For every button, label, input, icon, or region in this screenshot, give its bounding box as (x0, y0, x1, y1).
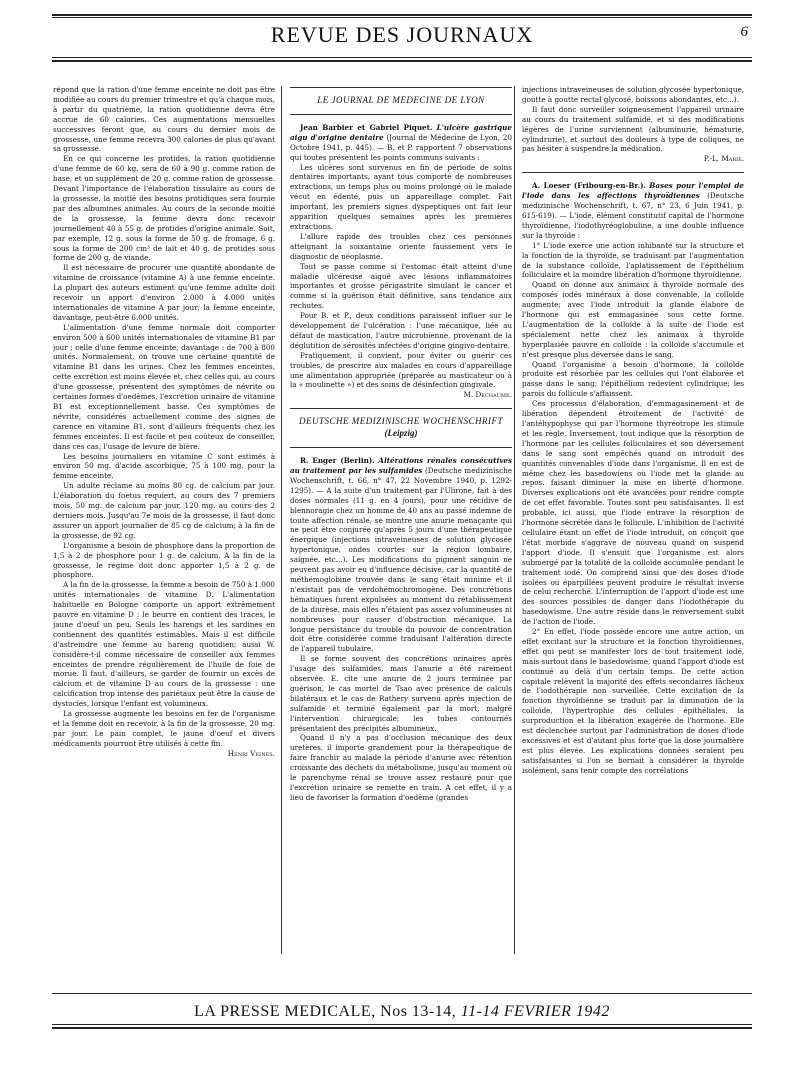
column-3 (522, 85, 744, 960)
page-title: REVUE DES JOURNAUX (270, 22, 534, 47)
page-footer (52, 1003, 752, 1021)
footer-rule-bottom-thick (52, 1027, 752, 1029)
article-reference: (Deutsche medizinische Wochenschrift, t. 66, n° 47, 22 Novembre 1940, p. 1292-1295). — A la suite d'un traitement par l'Ulirone, fait à des doses normales (11 g. en 4 jours), pour une récidive de blennoragie chez un homme de 40 ans au passé indemne de toute affection rénale, se montre une anurie menaçante qui ne peut être conjurée qu'après 5 jours d'une thérapeutique énergique (injections intraveineuses de solution glycosée hypertonique, ondes courtes sur la région lombaire, saignée, etc...). Les modifications du pigment sanguin ne peuvent pas avoir eu d'influence décisive, car la quantité de méthémoglobine trouvée dans le sang était minime et il n'existait pas de verdohémochromogène. Des concrétions hématiques furent expulsées au moment du rétablissement de la diurèse, mais elles n'étaient pas assez volumineuses ni nombreuses pour causer d'obstruction mécanique. La longue persistance du trouble du pouvoir de concentration doit être considérée comme traduisant l'altération directe de l'appareil tubulaire. (290, 466, 512, 654)
col1-paragraph: Les besoins journaliers en vitamine C sont estimés à environ 50 mg. d'acide ascorbique, 75 à 100 mg. pour la femme enceinte. (53, 451, 275, 481)
article-reference: (Deutsche medizinische Wochenschrift, t. 67, n° 23, 6 Juin 1941, p. 615-619). — L'iode, élément constitutif capital de l'hormone thyroïdienne, l'iodothyréoglobuline, a une double influence sur la thyroïde : (522, 191, 744, 240)
article-loeser (522, 181, 744, 240)
column-2 (290, 85, 512, 960)
col1-paragraph: La grossesse augmente les besoins en fer de l'organisme et la femme doit en recevoir, à la fin de la grossesse, 20 mg. par jour. Le pain complet, le jaune d'oeuf et divers médicaments pourront être utilisés à cette fin. (53, 709, 275, 748)
article-paragraph: Il faut donc surveiller soigneusement l'appareil urinaire au cours du traitement sulfamidé, et si des modifications légères de l'urine surviennent (albuminurie, hématurie, cylindrurie), et surtout des douleurs à type de coliques, ne pas hésiter à suspendre la médication. (522, 104, 744, 154)
article-paragraph: Quand il n'y a pas d'occlusion mécanique des deux uretères, il importe grandement pour la thérapeutique de faire franchir au malade la période d'anurie avec rétention croissante des déchets du métabolisme, jusqu'au moment où le parenchyme rénal se trouve assez restauré pour que l'excrétion urinaire se remette en train. A cet effet, il y a lieu de favoriser la formation d'oedème (grandes (290, 733, 512, 802)
section-divider (290, 447, 512, 448)
section-divider (522, 172, 744, 173)
article-authors: Jean Barbier et Gabriel Piquet. (300, 122, 433, 132)
col1-paragraph: L'alimentation d'une femme normale doit comporter environ 500 à 600 unités internationales de vitamine B1 par jour ; celle d'une femme enceinte, davantage : de 700 à 800 unités. Normalement, on trouve une certaine quantité de vitamine B1 dans les urines. Chez les femmes enceintes, cette excrétion est moins élevée et, chez celles qui, au cours d'une grossesse, présentent des symptômes de névrite ou certaines formes d'oedèmes, l'excrétion urinaire de vitamine B1 est exceptionnellement basse. Ces symptômes de névrite, considérés actuellement comme des signes de carence en vitamine B1, sont d'ailleurs fréquents chez les femmes enceintes. Il est facile et peu coûteux de conseiller, dans ces cas, l'usage de levure de bière. (53, 322, 275, 451)
col1-paragraph: Il est nécessaire de procurer une quantité abondante de vitamine de croissance (vitamine A) à une femme enceinte. La plupart des auteurs estiment qu'une femme adulte doit recevoir un apport d'environ 2.000 à 4.000 unités internationales de vitamine A par jour; la femme enceinte, davantage, peut-être 6.000 unités. (53, 263, 275, 322)
column-divider-1 (281, 86, 282, 954)
article-barbier-piquet (290, 123, 512, 163)
article-paragraph: Pratiquement, il convient, pour éviter ou guérir ces troubles, de prescrire aux malades en cours d'appareillage une alimentation appropriée (préparée au masticateur ou à la « moulinette ») et des soins de désinfection gingivale. (290, 350, 512, 390)
article-paragraph: Quand l'organisme a besoin d'hormone, la colloïde produite est résorbée par les cellules qui l'ont élaborée et passe dans le sang; l'épithélium redevient cylindrique; les parois du follicule s'affaissent. (522, 359, 744, 399)
article-enger (290, 456, 512, 654)
article-paragraph: Ces processus d'élaboration, d'emmagasinement et de libération dépendent étroitement de l'activité de l'antéhypophyse qui par l'hormone thyréotrope les stimule et les règle. Inversement, tout indique que la résorption de l'hormone par les cellules folliculaires et son déversement dans le sang sont empêchés quand on introduit des quantités convenables d'iode dans l'organisme. Il en est de même chez les basedowiens où l'iode met la glande au repos, faisant diminuer la mise en liberté d'hormone. Diverses explications ont été avancées pour rendre compte de cet effet favorable. Toutes sont peu satisfaisantes. Il est probable, ici aussi, que l'iode entrave la résorption de l'hormone sécrétée dans le follicule. L'inhibition de l'activité cellulaire étant un effet de l'iode introduit, on conçoit que l'état morbide s'aggrave de nouveau quand on suspend l'apport d'iode. Il s'ensuit que l'organisme est alors submergé par la totalité de la colloïde accumulée pendant le traitement iodé. On comprend ainsi que des doses d'iode isolées ou éparpillées peuvent produire le résultat inverse de celui recherché. L'interruption de l'apport d'iode est une des sources possibles de danger dans l'iodothérapie du basedowisme. Une autre réside dans le renversement subit de l'action de l'iode. (522, 399, 744, 627)
col1-paragraph: L'organisme a besoin de phosphore dans la proportion de 1,5 à 2 de phosphore pour 1 g. de calcium. A la fin de la grossesse, le régime doit donc apporter 1,5 à 2 g. de phosphore. (53, 540, 275, 580)
article-paragraph: L'allure rapide des troubles chez ces personnes atteignant la soixantaine oriente faussement vers le diagnostic de néoplasme. (290, 231, 512, 261)
footer-rule-bottom (52, 1024, 752, 1025)
section-divider (290, 114, 512, 115)
article-title: L'ulcère gastrique aigu d'origine dentaire (290, 122, 512, 142)
page-number: 6 (740, 24, 748, 40)
article-paragraph: Les ulcères sont survenus en fin de période de soins dentaires importants, ayant tous comporté de nombreuses extractions, un temps plus ou moins prolongé où le malade vécut en édenté, puis un appareillage complet. Fait important, les premiers signes dyspeptiques ont fait leur apparition quelques semaines après les premières extractions. (290, 162, 512, 231)
header-rule-top-thin (52, 17, 752, 18)
article-authors: R. Enger (Berlin). (300, 456, 375, 466)
article-paragraph: Tout se passe comme si l'estomac était atteint d'une maladie ulcéreuse aiguë avec lésions inflammatoires importantes et grosse périgastrite simulant le cancer et comme si la guérison était définitive, sans tendance aux rechutes. (290, 261, 512, 311)
col1-paragraph: répond que la ration d'une femme enceinte ne doit pas être modifiée au cours du premier trimestre et qu'à chaque mois, à partir du quatrième, la ration quotidienne devra être accrue de 60 calories. Ces augmentations mensuelles successives feront que, au cours du dernier mois de grossesse, une femme recevra 300 calories de plus qu'avant sa grossesse. (53, 85, 275, 154)
article-paragraph: Quand on donne aux animaux à thyroïde normale des composés iodés minéraux à dose convenable, la colloïde augmente; avec l'iode introduit la glande élabore de l'hormone qui est emmagasinée sous cette forme. L'augmentation de la colloïde à la suite de l'iode est spécialement nette chez les animaux à thyroïde hyperplasiée pauvre en colloïde : la colloïde s'accumule et n'est presque plus déversée dans le sang. (522, 280, 744, 359)
footer-date: 11-14 FEVRIER 1942 (456, 1003, 610, 1020)
col1-signature: Henri Vignes. (227, 748, 275, 758)
article-paragraph: Il se forme souvent des concrétions urinaires après l'usage des sulfamides, mais l'anurie a été rarement observée. E. cite une anurie de 2 jours terminée par guérison, le cas mortel de Tsao avec présence de calculs bilatéraux et le cas de Rathery survenu après injection de sulfamide et terminé également par la mort, malgré l'intervention chirurgicale; les tubes contournés présentaient des précipités albumineux. (290, 654, 512, 733)
column-1 (53, 85, 275, 960)
footer-rule-top (52, 993, 752, 994)
footer-journal: LA PRESSE MEDICALE, (194, 1003, 381, 1020)
section-divider (290, 408, 512, 409)
section-title-lyon: LE JOURNAL DE MEDECINE DE LYON (317, 95, 485, 105)
article-authors: A. Loeser (Fribourg-en-Br.). (532, 181, 647, 191)
article-signature: M. Dechaume. (463, 390, 512, 400)
article-paragraph: Pour B. et P., deux conditions paraissent influer sur le développement de l'ulcération : l'une mécanique, liée au défaut de mastication, l'autre microbienne, provenant de la déglutition de sérosités infectées d'origine gingivo-dentaire. (290, 311, 512, 350)
header-rule-top (52, 14, 752, 16)
article-paragraph: 2° En effet, l'iode possède encore une autre action, un effet excitant sur la structure et la fonction thyroïdiennes, effet qui peut se manifester lors de tout traitement iodé, mais surtout dans le basedowisme, quand l'apport d'iode est continué au delà d'un certain temps. De cette action capitale relèvent la majorité des effets secondaires fâcheux de l'iodothérapie non surveillée. Cette excitation de la fonction thyroïdienne se traduit par la diminution de la colloïde, l'hypertrophie des cellules épithéliales, la surproduction et la libération exagérée de l'hormone. Elle est déclenchée surtout par l'administration de doses d'iode excessives et est d'autant plus forte que la dose journalière est plus élevée. Les explications données seraient peu satisfaisantes si l'on se bornait à considérer la thyroïde isolément, sans tenir compte des corrélations (522, 627, 744, 775)
header-rule-bottom (52, 60, 752, 62)
column-divider-2 (514, 86, 515, 954)
col1-paragraph: En ce qui concerne les protides, la ration quotidienne d'une femme de 60 kg. sera de 60 à 90 g. comme ration de base, et un supplément de 20 g. comme ration de grossesse. Devant l'importance de l'élaboration tissulaire au cours de la grossesse, la moitié des besoins protidiques sera fournie par des albumines animales. Au cours de la seconde moitié de la grossesse, la femme devra donc recevoir journellement 40 à 55 g. de protides d'origine animale. Soit, par exemple, 12 g. sous la forme de 50 g. de fromage, 6 g. sous la forme de 200 cm³ de lait et 40 g. de protides sous forme de 200 g. de viande. (53, 154, 275, 263)
article-paragraph: injections intraveineuses de solution glycosée hypertonique, goutte à goutte rectal glycosé, boissons abondantes, etc...). (522, 85, 744, 104)
article-paragraph: 1° L'iode exerce une action inhibante sur la structure et la fonction de la thyroïde, se traduisant par l'augmentation de la substance colloïde, l'aplatissement de l'épithélium folliculaire et la moindre libération d'hormone thyroïdienne. (522, 240, 744, 280)
article-signature: P.-L. Marie. (703, 154, 744, 164)
article-title: Altérations rénales consécutives au traitement par les sulfamides (290, 456, 512, 475)
section-title-deutsche: DEUTSCHE MEDIZINISCHE WOCHENSCHRIFT (299, 416, 503, 427)
col1-paragraph: A la fin de la grossesse, la femme a besoin de 750 à 1.000 unités internationales de vitamine D. L'alimentation habituelle en Bologne comporte un apport extrêmement pauvre en vitamine D : le beurre en contient des traces, le jaune d'oeuf un peu. Seuls les harengs et les sardines en contiennent des quantités estimables. Mais il est difficile d'astreindre une femme au hareng quotidien; aussi W. considère-t-il comme nécessaire de conseiller aux femmes enceintes de prendre régulièrement de l'huile de foie de morue. Il faut, d'ailleurs, se garder de fournir un excès de calcium et de vitamine D au cours de la grossesse : une calcification trop intense des pariétaux peut être la cause de dystocies, lorsque l'enfant est volumineux. (53, 580, 275, 709)
col1-paragraph: Un adulte réclame au moins 80 cg. de calcium par jour. L'élaboration du foetus requiert, au cours des 7 premiers mois, 50 mg. de calcium par jour, 120 mg. au cours des 2 derniers mois. Jusqu'au 7e mois de la grossesse, il faut donc assurer un apport journalier de 85 cg de calcium; à la fin de la grossesse, de 92 cg. (53, 481, 275, 540)
footer-issue: Nos 13-14, (380, 1003, 457, 1020)
header-rule-bottom-thin (52, 57, 752, 58)
article-title: Bases pour l'emploi de l'iode dans les affections thyroïdiennes (522, 181, 744, 201)
section-subtitle-leipzig: (Leipzig) (384, 428, 418, 439)
section-divider (290, 87, 512, 88)
article-reference: (Journal de Médecine de Lyon, 20 Octobre 1941, p. 445). — B. et P. rapportent 7 observations qui toutes présentent les points communs suivants : (290, 132, 512, 162)
